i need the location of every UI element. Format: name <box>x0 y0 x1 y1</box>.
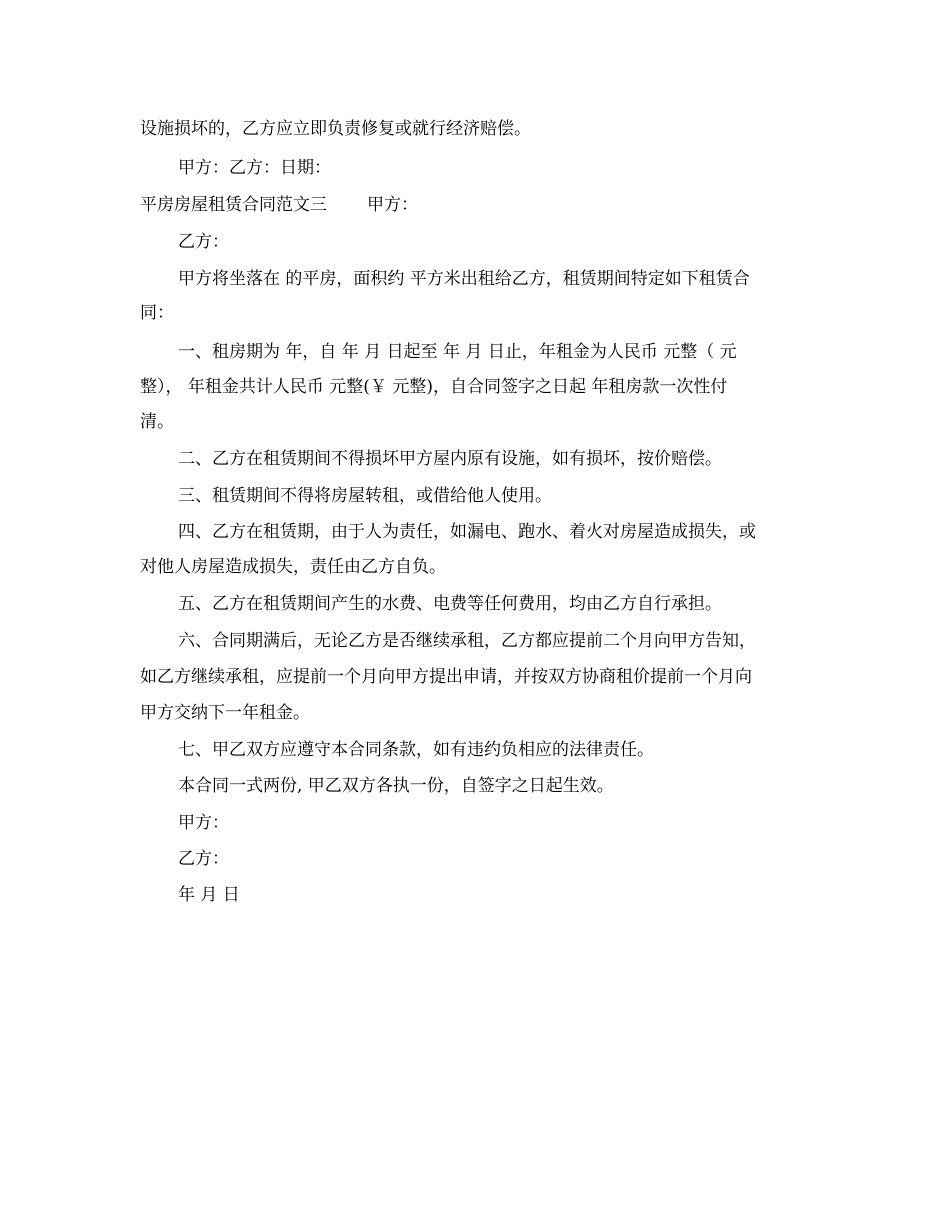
signature-date: 年 月 日 <box>178 885 240 905</box>
text-line: 整）， 年租金共计人民币 元整(￥ 元整)，自合同签字之日起 年租房款一次性付 <box>140 377 728 397</box>
text-line: 如乙方继续承租，应提前一个月向甲方提出申请，并按双方协商租价提前一个月向 <box>140 667 752 687</box>
text-line: 甲方交纳下一年租金。 <box>140 703 310 723</box>
text-line: 清。 <box>140 412 174 432</box>
text-line: 本合同一式两份, 甲乙双方各执一份，自签字之日起生效。 <box>178 776 614 796</box>
signature-party-b: 乙方： <box>178 849 229 869</box>
text-line: 甲方：乙方：日期： <box>178 158 331 178</box>
text-line: 同： <box>140 303 174 323</box>
signature-party-a: 甲方： <box>178 813 229 833</box>
text-line: 三、租赁期间不得将房屋转租，或借给他人使用。 <box>178 486 552 506</box>
text-line: 六、合同期满后，无论乙方是否继续承租，乙方都应提前二个月向甲方告知， <box>178 631 756 651</box>
text-line: 甲方将坐落在 的平房，面积约 平方米出租给乙方，租赁期间特定如下租赁合 <box>178 269 750 289</box>
text-line-title-row <box>140 194 820 216</box>
text-line: 七、甲乙双方应遵守本合同条款，如有违约负相应的法律责任。 <box>178 740 654 760</box>
text-line: 四、乙方在租赁期，由于人为责任，如漏电、跑水、着火对房屋造成损失，或 <box>178 522 756 542</box>
text-line: 二、乙方在租赁期间不得损坏甲方屋内原有设施，如有损坏，按价赔偿。 <box>178 449 722 469</box>
section-title: 平房房屋租赁合同范文三 <box>140 195 327 215</box>
text-line: 乙方： <box>178 232 229 252</box>
party-a-label: 甲方： <box>367 195 418 215</box>
text-line: 对他人房屋造成损失，责任由乙方自负。 <box>140 557 446 577</box>
text-line: 五、乙方在租赁期间产生的水费、电费等任何费用，均由乙方自行承担。 <box>178 594 722 614</box>
text-line: 一、租房期为 年，自 年 月 日起至 年 月 日止，年租金为人民币 元整（ 元 <box>178 342 737 362</box>
text-line: 设施损坏的，乙方应立即负责修复或就行经济赔偿。 <box>140 119 531 139</box>
